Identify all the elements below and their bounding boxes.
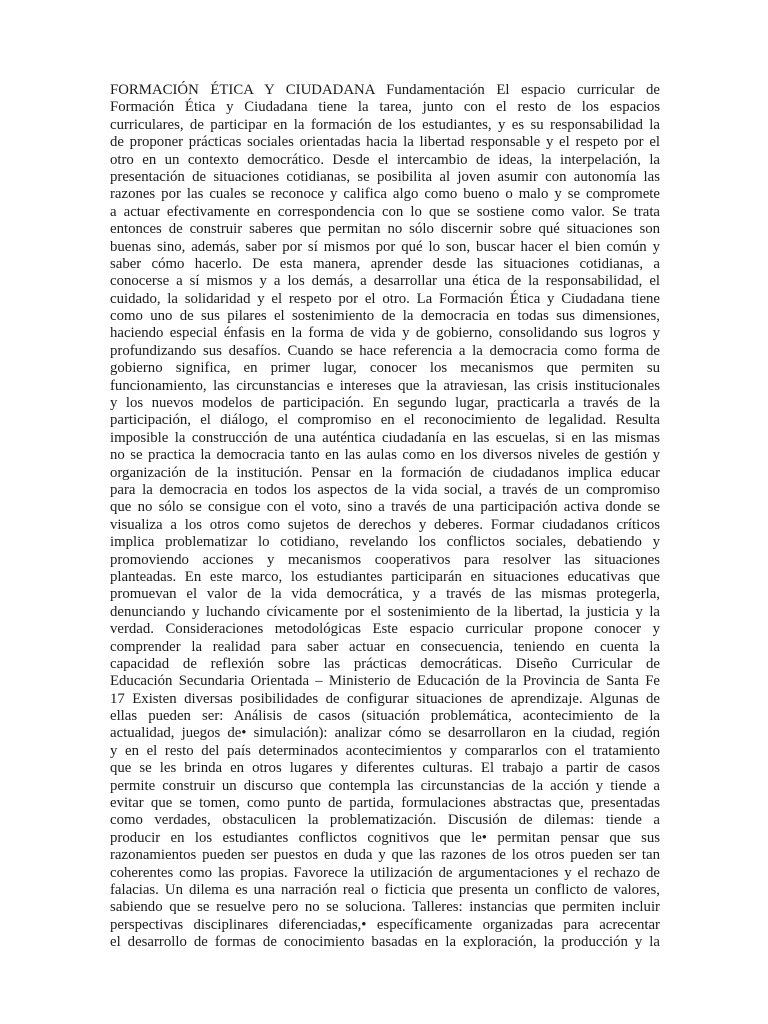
text-line: evitar que se tomen, como punto de partida, formulaciones abstractas que, presentadas bbox=[110, 795, 660, 812]
text-line: capacidad de reflexión sobre las prácticas democráticas. Diseño Curricular de bbox=[110, 655, 660, 672]
text-line: y en el resto del país determinados acontecimientos y compararlos con el tratamiento bbox=[110, 742, 660, 759]
text-line: que se les brinda en otros lugares y diferentes culturas. El trabajo a partir de casos bbox=[110, 760, 660, 777]
text-line: conocerse a sí mismos y a los demás, a desarrollar una ética de la responsabilidad, el bbox=[110, 273, 660, 290]
text-line: saber cómo hacerlo. De esta manera, aprender desde las situaciones cotidianas, a bbox=[110, 255, 660, 272]
text-line: producir en los estudiantes conflictos cognitivos que le• permitan pensar que sus bbox=[110, 829, 660, 846]
text-line: verdad. Consideraciones metodológicas Este espacio curricular propone conocer y bbox=[110, 621, 660, 638]
text-line: actualidad, juegos de• simulación): analizar cómo se desarrollaron en la ciudad, región bbox=[110, 725, 660, 742]
text-line: promuevan el valor de la vida democrática, y a través de las mismas protegerla, bbox=[110, 586, 660, 603]
text-line: sabiendo que se resuelve pero no se soluciona. Talleres: instancias que permiten incluir bbox=[110, 899, 660, 916]
text-line: organización de la institución. Pensar en la formación de ciudadanos implica educar bbox=[110, 464, 660, 481]
text-line: cuidado, la solidaridad y el respeto por el otro. La Formación Ética y Ciudadana tiene bbox=[110, 290, 660, 307]
text-line: entonces de construir saberes que permitan no sólo discernir sobre qué situaciones son bbox=[110, 221, 660, 238]
text-line: FORMACIÓN ÉTICA Y CIUDADANA Fundamentación El espacio curricular de bbox=[110, 82, 660, 98]
text-line: perspectivas disciplinares diferenciadas,• específicamente organizadas para acrecentar bbox=[110, 916, 660, 933]
document-body-text bbox=[110, 82, 660, 952]
text-line: que no sólo se consigue con el voto, sino a través de una participación activa donde se bbox=[110, 499, 660, 516]
text-line: razones por las cuales se reconoce y califica algo como bueno o malo y se compromete bbox=[110, 186, 660, 203]
text-line: comprender la realidad para saber actuar en consecuencia, teniendo en cuenta la bbox=[110, 638, 660, 655]
text-line: el desarrollo de formas de conocimiento basadas en la exploración, la producción y la bbox=[110, 934, 660, 951]
text-line: razonamientos pueden ser puestos en duda y que las razones de los otros pueden ser tan bbox=[110, 847, 660, 864]
text-line: implica problematizar lo cotidiano, revelando los conflictos sociales, debatiendo y bbox=[110, 534, 660, 551]
text-line: 17 Existen diversas posibilidades de configurar situaciones de aprendizaje. Algunas de bbox=[110, 690, 660, 707]
text-line: participación, el diálogo, el compromiso en el reconocimiento de legalidad. Resulta bbox=[110, 412, 660, 429]
text-line: planteadas. En este marco, los estudiantes participarán en situaciones educativas que bbox=[110, 568, 660, 585]
text-line: funcionamiento, las circunstancias e intereses que la atraviesan, las crisis institucionales bbox=[110, 377, 660, 394]
text-line: haciendo especial énfasis en la forma de vida y de gobierno, consolidando sus logros y bbox=[110, 325, 660, 342]
text-line: ellas pueden ser: Análisis de casos (situación problemática, acontecimiento de la bbox=[110, 708, 660, 725]
text-line: profundizando sus desafíos. Cuando se hace referencia a la democracia como forma de bbox=[110, 342, 660, 359]
text-line: para la democracia en todos los aspectos de la vida social, a través de un compromiso bbox=[110, 481, 660, 498]
text-line: no se practica la democracia tanto en las aulas como en los diversos niveles de gestión y bbox=[110, 447, 660, 464]
text-line: y los nuevos modelos de participación. En segundo lugar, practicarla a través de la bbox=[110, 395, 660, 412]
text-line: de proponer prácticas sociales orientadas hacia la libertad responsable y el respeto por el bbox=[110, 134, 660, 151]
text-line: Formación Ética y Ciudadana tiene la tarea, junto con el resto de los espacios bbox=[110, 99, 660, 116]
text-line: falacias. Un dilema es una narración real o ficticia que presenta un conflicto de valores, bbox=[110, 881, 660, 898]
text-line: visualiza a los otros como sujetos de derechos y deberes. Formar ciudadanos críticos bbox=[110, 516, 660, 533]
text-line: como uno de sus pilares el sostenimiento de la democracia en todas sus dimensiones, bbox=[110, 308, 660, 325]
text-line: curriculares, de participar en la formación de los estudiantes, y es su responsabilidad la bbox=[110, 116, 660, 133]
text-line: Educación Secundaria Orientada – Ministerio de Educación de la Provincia de Santa Fe bbox=[110, 673, 660, 690]
text-line: gobierno significa, en primer lugar, conocer los mecanismos que permiten su bbox=[110, 360, 660, 377]
text-line: buenas sino, además, saber por sí mismos por qué lo son, buscar hacer el bien común y bbox=[110, 238, 660, 255]
text-line: presentación de situaciones cotidianas, se posibilita al joven asumir con autonomía las bbox=[110, 168, 660, 185]
text-line: permite construir un discurso que contempla las circunstancias de la acción y tiende a bbox=[110, 777, 660, 794]
text-line: como verdades, obstaculicen la problematización. Discusión de dilemas: tiende a bbox=[110, 812, 660, 829]
text-line: otro en un contexto democrático. Desde el intercambio de ideas, la interpelación, la bbox=[110, 151, 660, 168]
text-line: promoviendo acciones y mecanismos cooperativos para resolver las situaciones bbox=[110, 551, 660, 568]
text-line: coherentes como las propias. Favorece la utilización de argumentaciones y el rechazo de bbox=[110, 864, 660, 881]
text-line: imposible la construcción de una auténtica ciudadanía en las escuelas, si en las mismas bbox=[110, 429, 660, 446]
text-line: a actuar efectivamente en correspondencia con lo que se sostiene como valor. Se trata bbox=[110, 203, 660, 220]
text-line: denunciando y luchando cívicamente por el sostenimiento de la libertad, la justicia y la bbox=[110, 603, 660, 620]
